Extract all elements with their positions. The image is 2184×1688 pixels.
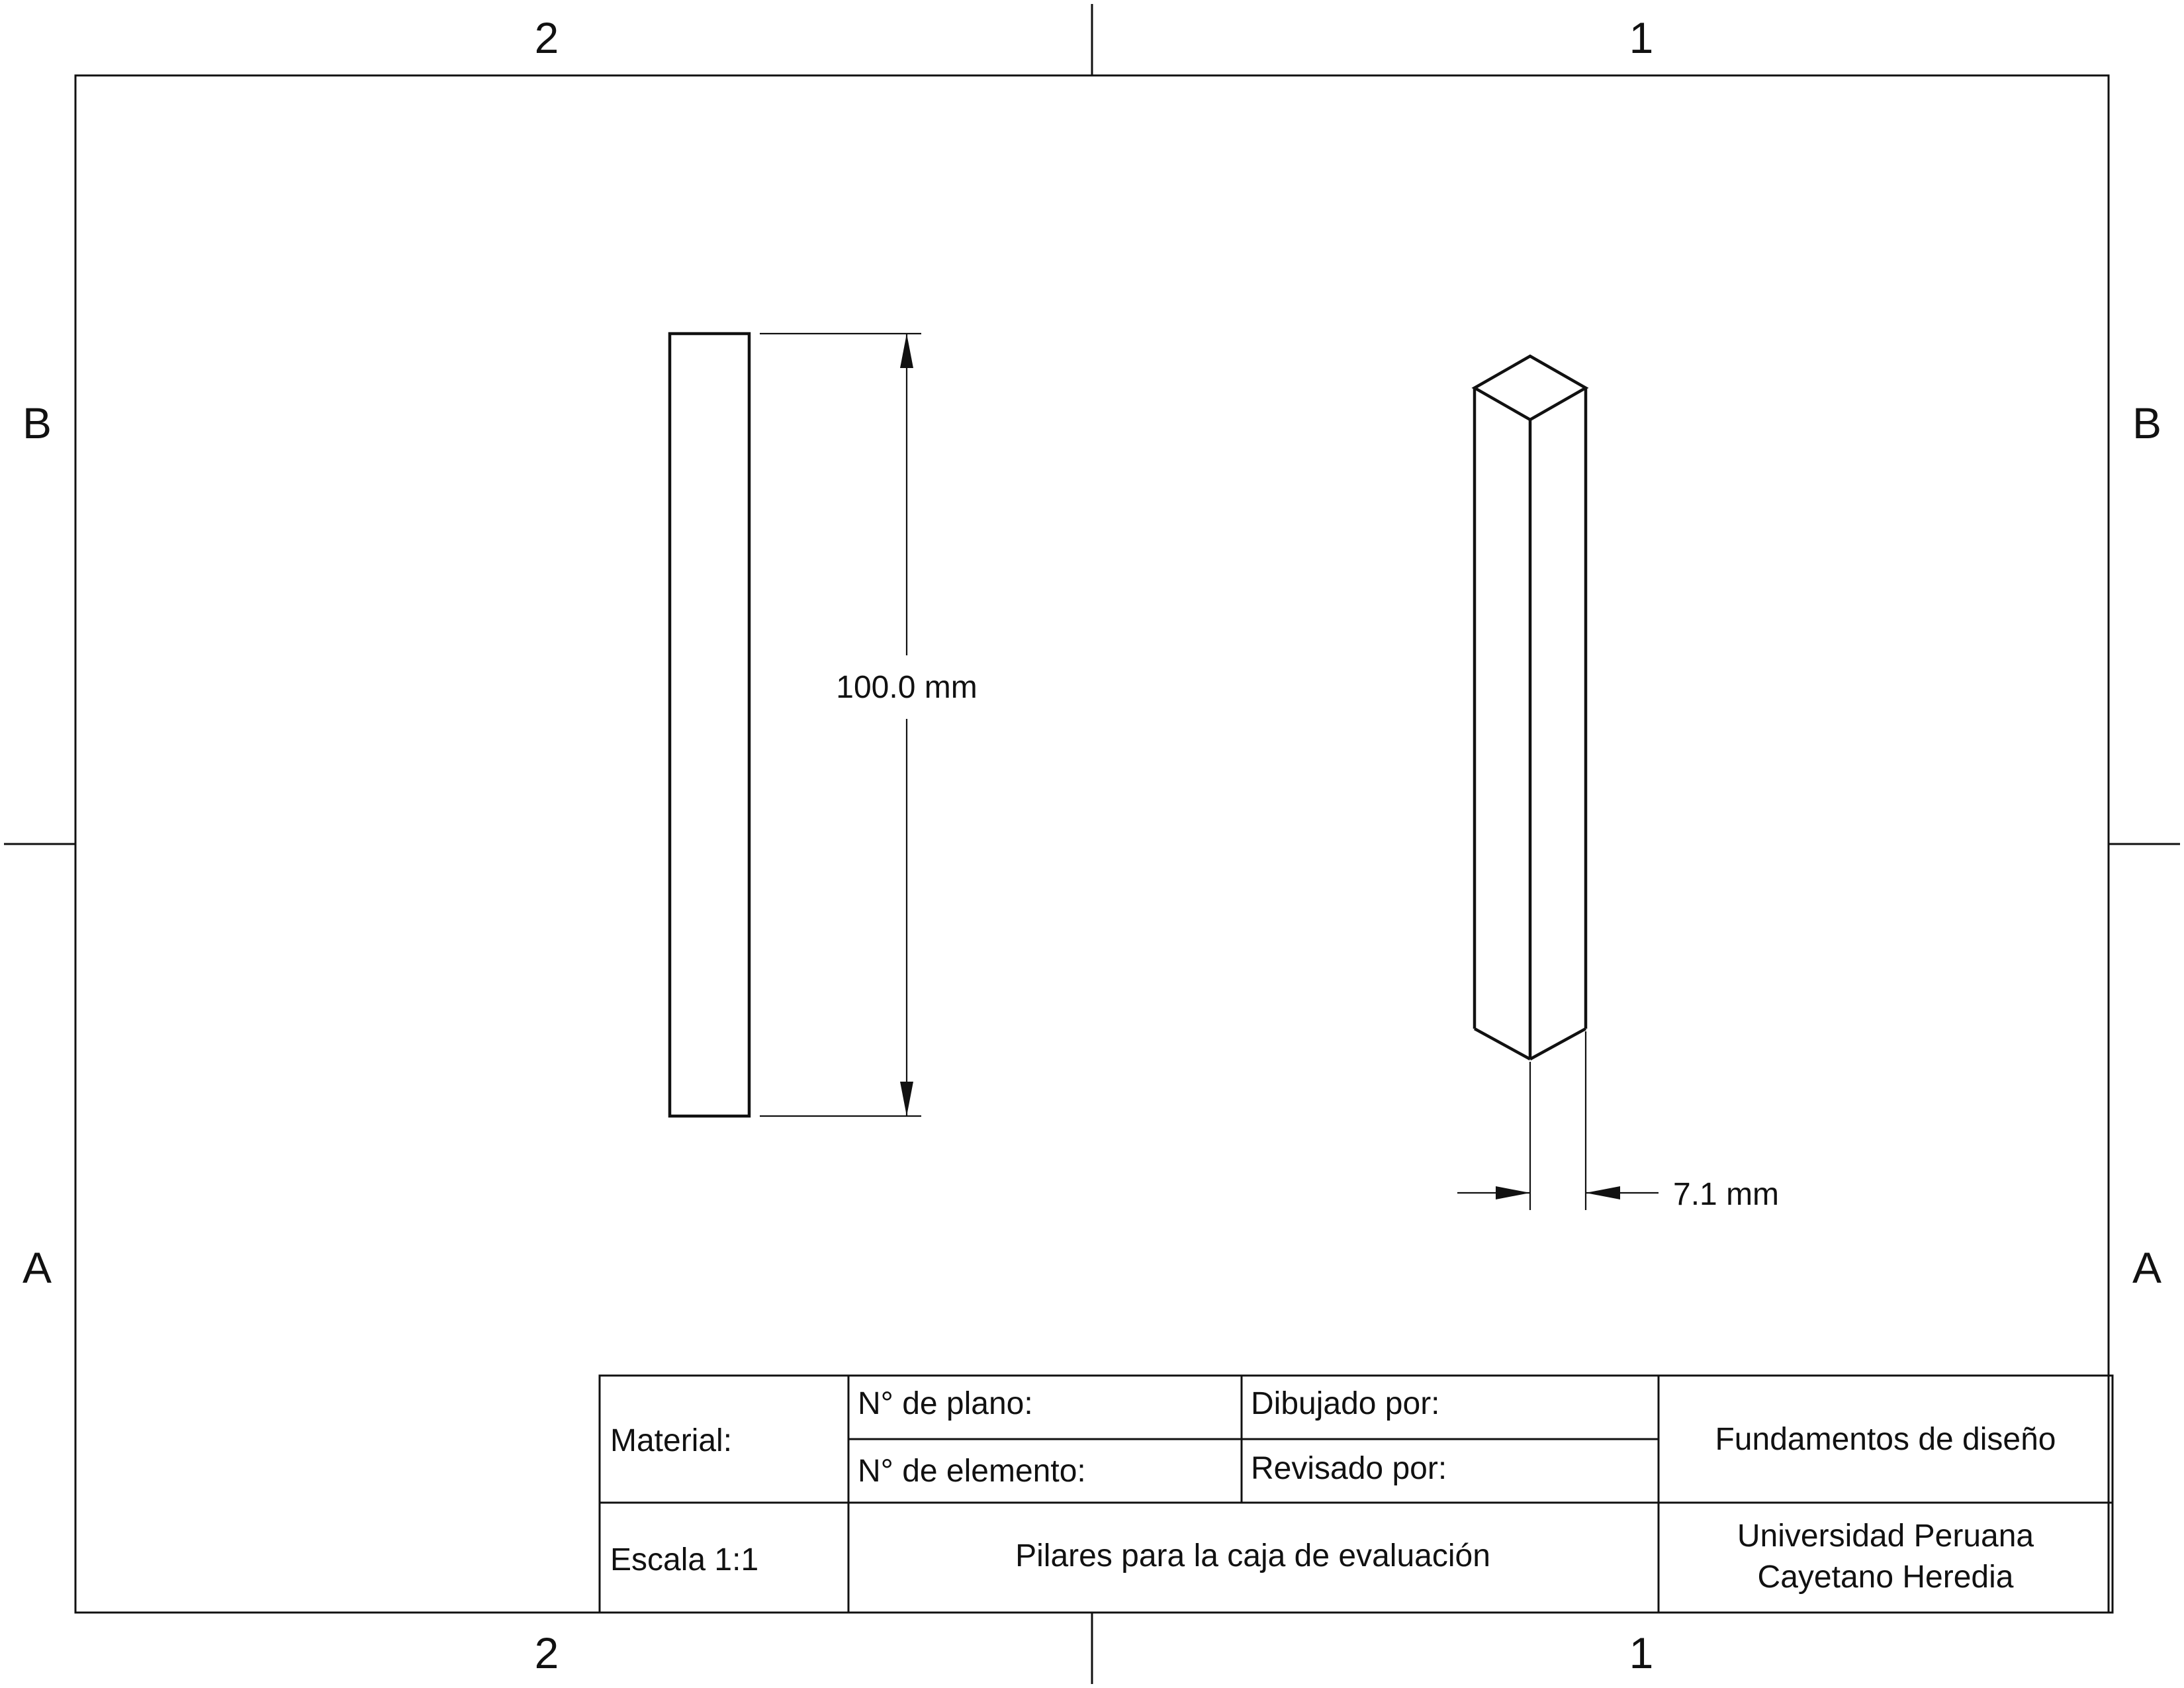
zone-label-left-upper: B	[22, 399, 52, 447]
element-number-label: N° de elemento:	[858, 1454, 1086, 1489]
institution-line-2: Cayetano Heredia	[1757, 1560, 2014, 1595]
zone-label-bottom-right: 1	[1629, 1628, 1654, 1677]
iso-bottom-right	[1530, 1029, 1586, 1059]
width-arrow-right	[1586, 1186, 1620, 1199]
width-dimension-label: 7.1 mm	[1673, 1177, 1780, 1212]
zone-label-left-lower: A	[22, 1243, 52, 1292]
zone-label-top-left: 2	[534, 13, 559, 62]
height-dimension-label: 100.0 mm	[836, 670, 978, 705]
dimension-arrow-bottom	[900, 1082, 913, 1116]
front-view	[670, 334, 978, 1116]
width-arrow-left	[1496, 1186, 1530, 1199]
isometric-view	[1457, 356, 1779, 1212]
zone-label-right-upper: B	[2132, 399, 2162, 447]
title-block	[600, 1376, 2113, 1613]
institution-line-1: Universidad Peruana	[1737, 1519, 2034, 1554]
dimension-arrow-top	[900, 334, 913, 368]
zone-label-bottom-left: 2	[534, 1628, 559, 1677]
course-name: Fundamentos de diseño	[1715, 1422, 2056, 1457]
scale-label: Escala 1:1	[610, 1542, 759, 1577]
reviewed-by-label: Revisado por:	[1251, 1451, 1447, 1486]
zone-label-top-right: 1	[1629, 13, 1654, 62]
sheet-border	[75, 75, 2109, 1613]
drawing-title: Pilares para la caja de evaluación	[1015, 1538, 1490, 1573]
iso-bottom-left	[1475, 1029, 1530, 1059]
front-view-pillar	[670, 334, 749, 1116]
iso-top-face	[1475, 356, 1586, 420]
zone-label-right-lower: A	[2132, 1243, 2162, 1292]
drawn-by-label: Dibujado por:	[1251, 1386, 1440, 1421]
material-label: Material:	[610, 1423, 733, 1458]
plan-number-label: N° de plano:	[858, 1386, 1033, 1421]
